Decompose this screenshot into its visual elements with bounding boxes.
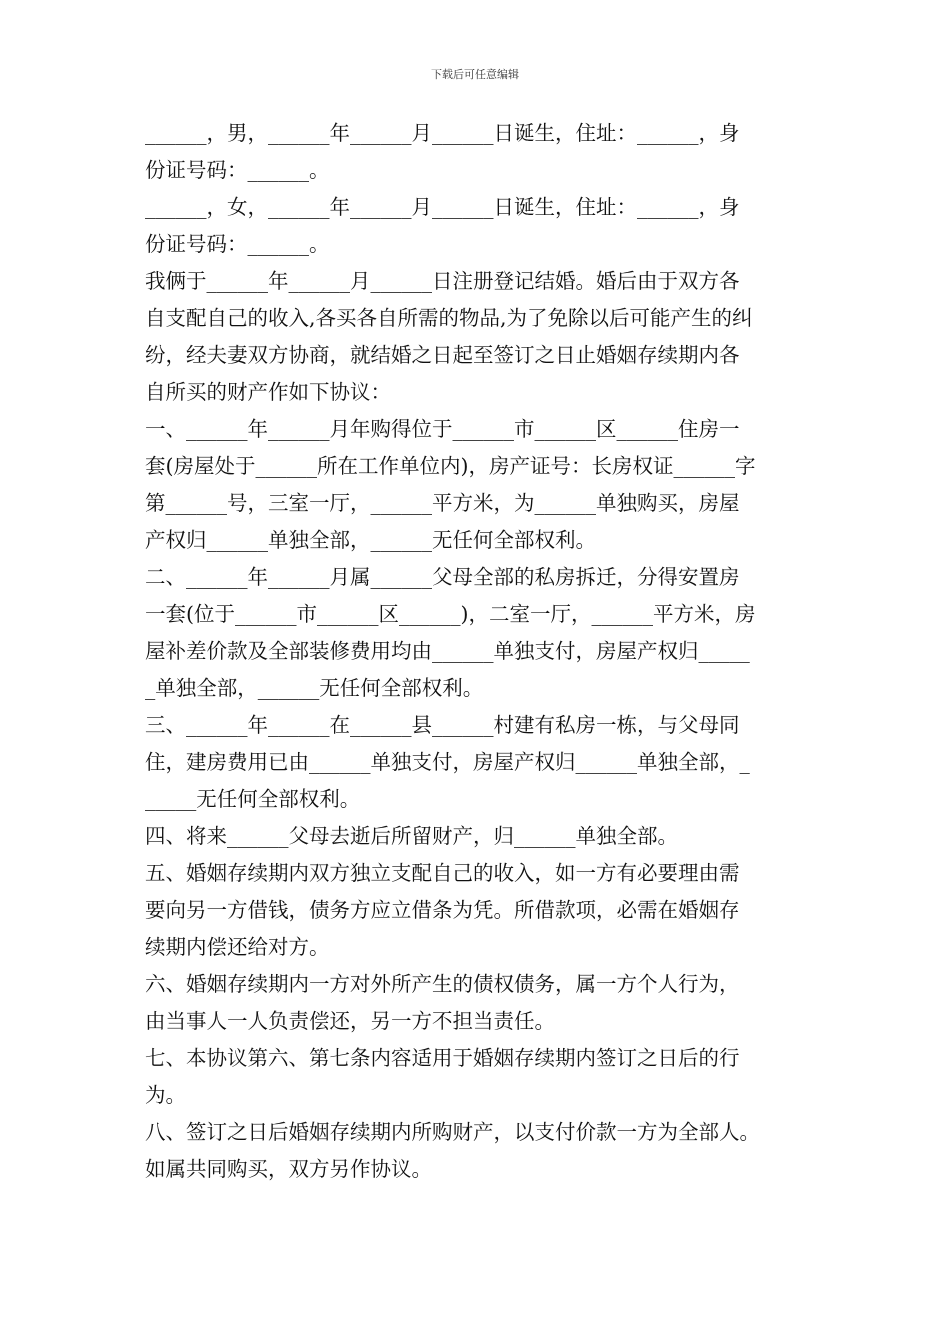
document-line: 套(房屋处于______所在工作单位内)，房产证号：长房权证______字	[145, 454, 756, 478]
page-header: 下载后可任意编辑	[431, 68, 519, 81]
document-line: 四、将来______父母去逝后所留财产，归______单独全部。	[145, 824, 678, 848]
document-line: 续期内偿还给对方。	[145, 935, 330, 959]
document-line: _单独全部，______无任何全部权利。	[145, 676, 484, 700]
document-line: 八、签订之日后婚姻存续期内所购财产，以支付价款一方为全部人。	[145, 1120, 760, 1144]
document-line: 五、婚姻存续期内双方独立支配自己的收入，如一方有必要理由需	[145, 861, 740, 885]
document-line: 为。	[145, 1083, 186, 1107]
document-line: 三、______年______在______县______村建有私房一栋，与父母同	[145, 713, 740, 737]
document-line: 份证号码：______。	[145, 232, 330, 256]
document-line: 如属共同购买，双方另作协议。	[145, 1157, 432, 1181]
document-line: 要向另一方借钱，债务方应立借条为凭。所借款项，必需在婚姻存	[145, 898, 740, 922]
document-line: 六、婚姻存续期内一方对外所产生的债权债务，属一方个人行为，	[145, 972, 740, 996]
document-line: ______，男，______年______月______日诞生，住址：______，身	[145, 121, 740, 145]
document-line: _____无任何全部权利。	[145, 787, 361, 811]
document-line: 产权归______单独全部，______无任何全部权利。	[145, 528, 596, 552]
document-line: ______，女，______年______月______日诞生，住址：______，身	[145, 195, 740, 219]
document-line: 屋补差价款及全部装修费用均由______单独支付，房屋产权归_____	[145, 639, 750, 663]
document-line: 份证号码：______。	[145, 158, 330, 182]
document-line: 一、______年______月年购得位于______市______区______住房一	[145, 417, 740, 441]
document-line: 自支配自己的收入,各买各自所需的物品,为了免除以后可能产生的纠	[145, 306, 753, 330]
document-line: 住，建房费用已由______单独支付，房屋产权归______单独全部，_	[145, 750, 750, 774]
document-line: 二、______年______月属______父母全部的私房拆迁，分得安置房	[145, 565, 740, 589]
document-line: 一套(位于______市______区______)，二室一厅，______平方米，房	[145, 602, 756, 626]
document-line: 自所买的财产作如下协议：	[145, 380, 391, 404]
document-line: 纷，经夫妻双方协商，就结婚之日起至签订之日止婚姻存续期内各	[145, 343, 740, 367]
document-line: 由当事人一人负责偿还，另一方不担当责任。	[145, 1009, 555, 1033]
document-line: 第______号，三室一厅，______平方米，为______单独购买，房屋	[145, 491, 740, 515]
document-line: 七、本协议第六、第七条内容适用于婚姻存续期内签订之日后的行	[145, 1046, 740, 1070]
document-line: 我俩于______年______月______日注册登记结婚。婚后由于双方各	[145, 269, 740, 293]
document-body	[145, 115, 835, 1188]
